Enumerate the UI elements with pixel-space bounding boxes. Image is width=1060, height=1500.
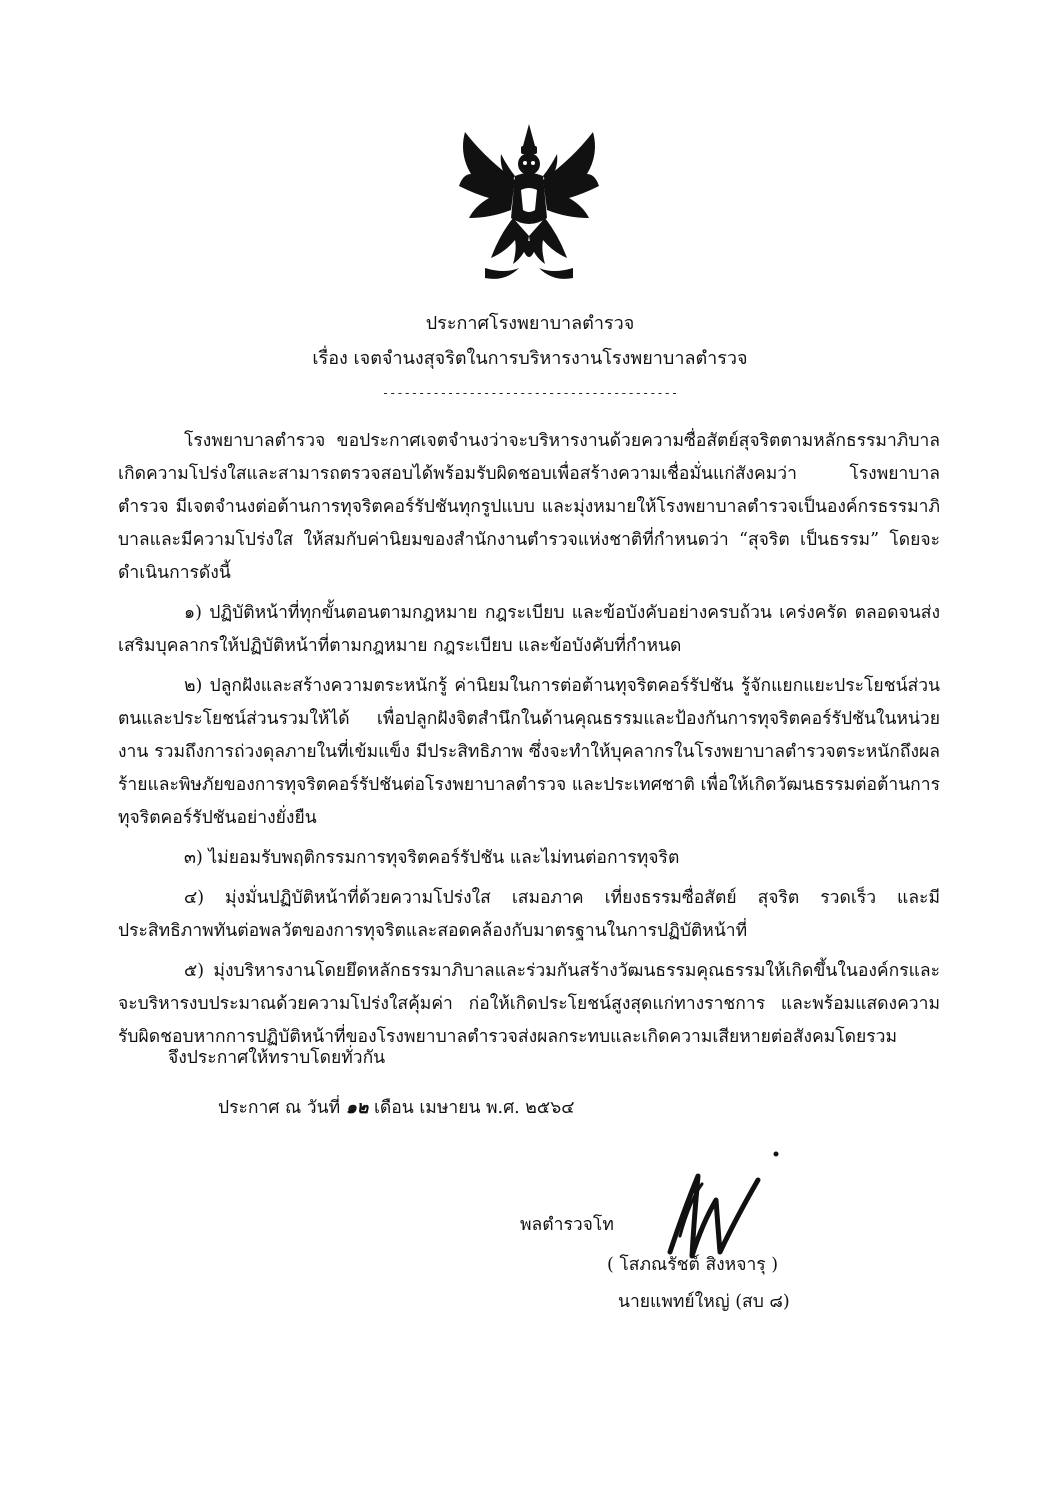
divider-line: ----------------------------------------- [381,386,679,400]
list-item: ๔) มุ่งมั่นปฏิบัติหน้าที่ด้วยความโปร่งใส เสมอภาค เที่ยงธรรมซื่อสัตย์ สุจริต รวดเร็ว และมีประสิทธิภาพทันต่อพลวัตของการทุจริตและสอดคล้องกับมาตรฐานในการปฏิบัติหน้าที่ [118,888,940,941]
closing-statement: จึงประกาศให้ทราบโดยทั่วกัน [168,1048,386,1068]
signatory-position: นายแพทย์ใหญ่ (สบ ๘) [618,1292,790,1312]
announcement-body [118,425,940,1061]
garuda-emblem-icon [455,118,603,288]
announcement-date [218,1093,574,1121]
list-item: ๑) ปฏิบัติหน้าที่ทุกขั้นตอนตามกฎหมาย กฎระเบียบ และข้อบังคับอย่างครบถ้วน เคร่งครัด ตลอดจนส่งเสริมบุคลากรให้ปฏิบัติหน้าที่ตามกฎหมาย กฎระเบียบ และข้อบังคับที่กำหนด [118,603,940,656]
list-item: ๒) ปลูกฝังและสร้างความตระหนักรู้ ค่านิยมในการต่อต้านทุจริตคอร์รัปชัน รู้จักแยกแยะประโยชน์ส่วนตนและประโยชน์ส่วนรวมให้ได้ เพื่อปลูกฝังจิตสำนึกในด้านคุณธรรมและป้องกันการทุจริตคอร์รัปชันในหน่วยงาน รวมถึงการถ่วงดุลภายในที่เข้มแข็ง มีประสิทธิภาพ ซึ่งจะทำให้บุคลากรในโรงพยาบาลตำรวจตระหนักถึงผลร้ายและพิษภัยของการทุจริตคอร์รัปชันต่อโรงพยาบาลตำรวจ และประเทศชาติ เพื่อให้เกิดวัฒนธรรมต่อต้านการทุจริตคอร์รัปชันอย่างยั่งยืน [118,676,940,828]
date-day: ๑๒ [345,1098,369,1118]
list-item: ๕) มุ่งบริหารงานโดยยึดหลักธรรมาภิบาลและร่วมกันสร้างวัฒนธรรมคุณธรรมให้เกิดขึ้นในองค์กรและจะบริหารงบประมาณด้วยความโปร่งใสคุ้มค่า ก่อให้เกิดประโยชน์สูงสุดแก่ทางราชการ และพร้อมแสดงความรับผิดชอบหากการปฏิบัติหน้าที่ของโรงพยาบาลตำรวจส่งผลกระทบและเกิดความเสียหายต่อสังคมโดยรวม [118,961,940,1047]
signatory-rank: พลตำรวจโท [520,1215,614,1235]
page-title: ประกาศโรงพยาบาลตำรวจ [425,313,635,334]
announcement-subject: เรื่อง เจตจำนงสุจริตในการบริหารงานโรงพยาบาลตำรวจ [312,348,748,369]
date-prefix: ประกาศ ณ วันที่ [218,1098,341,1118]
intro-paragraph: โรงพยาบาลตำรวจ ขอประกาศเจตจำนงว่าจะบริหารงานด้วยความซื่อสัตย์สุจริตตามหลักธรรมาภิบาล เกิดความโปร่งใสและสามารถตรวจสอบได้พร้อมรับผิดชอบเพื่อสร้างความเชื่อมั่นแก่สังคมว่า โรงพยาบาลตำรวจ มีเจตจำนงต่อต้านการทุจริตคอร์รัปชันทุกรูปแบบ และมุ่งหมายให้โรงพยาบาลตำรวจเป็นองค์กรธรรมาภิบาลและมีความโปร่งใส ให้สมกับค่านิยมของสำนักงานตำรวจแห่งชาติที่กำหนดว่า “สุจริต เป็นธรรม” โดยจะดำเนินการดังนี้ [118,431,940,583]
list-item: ๓) ไม่ยอมรับพฤติกรรมการทุจริตคอร์รัปชัน และไม่ทนต่อการทุจริต [184,848,680,868]
signatory-name: ( โสภณรัชต์ สิงหจารุ ) [607,1255,779,1275]
date-suffix: เดือน เมษายน พ.ศ. ๒๕๖๔ [373,1098,575,1118]
